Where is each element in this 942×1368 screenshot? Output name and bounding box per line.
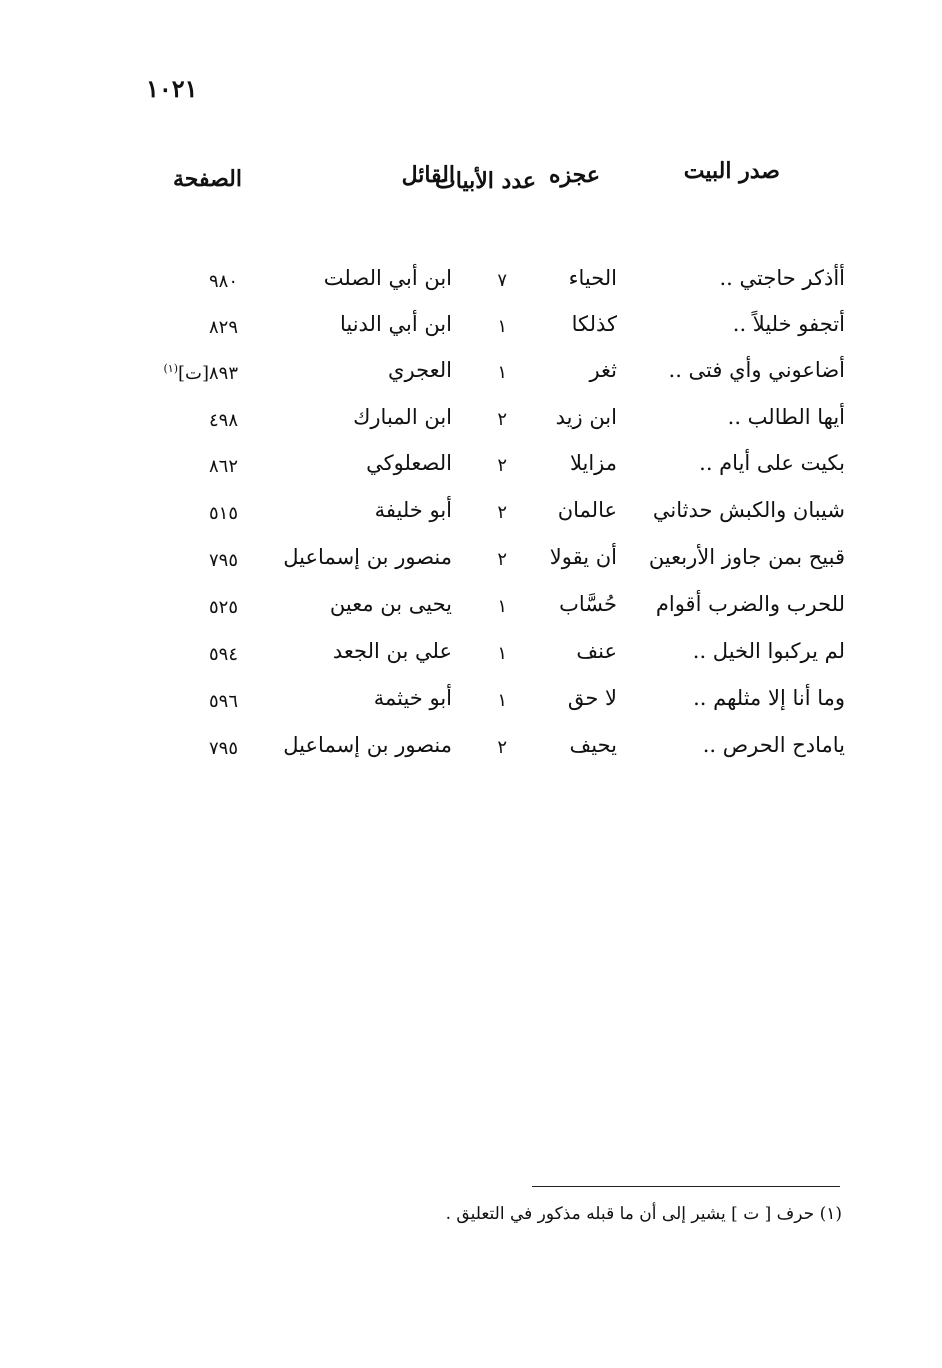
count-cell: ٢ (497, 455, 507, 476)
qail-cell: علي بن الجعد (332, 639, 452, 663)
qail-cell: ابن أبي الدنيا (339, 312, 452, 336)
page-cell: ٨٦٢ (208, 456, 238, 477)
table-row (0, 312, 942, 352)
table-row (0, 498, 942, 538)
qail-cell: العجري (388, 358, 452, 382)
ajuz-cell: ابن زيد (555, 405, 617, 429)
header-ajuz: عجزه (549, 162, 600, 188)
count-cell: ١ (497, 316, 507, 337)
sadr-cell: وما أنا إلا مثلهم .. (693, 686, 845, 710)
count-cell: ١ (497, 690, 507, 711)
footnote-divider (532, 1186, 840, 1187)
qail-cell: منصور بن إسماعيل (283, 545, 452, 569)
qail-cell: الصعلوكي (366, 451, 452, 475)
page-cell: ٤٩٨ (208, 410, 238, 431)
sadr-cell: للحرب والضرب أقوام (655, 592, 845, 616)
page-cell: ٧٩٥ (208, 550, 238, 571)
table-row (0, 639, 942, 679)
table-row (0, 451, 942, 491)
qail-cell: أبو خليفة (374, 498, 452, 522)
qail-cell: ابن أبي الصلت (323, 266, 452, 290)
sadr-cell: لم يركبوا الخيل .. (692, 639, 845, 663)
ajuz-cell: حُسَّاب (559, 592, 617, 616)
ajuz-cell: مزايلا (569, 451, 617, 475)
count-cell: ٢ (497, 549, 507, 570)
ajuz-cell: أن يقولا (549, 545, 617, 569)
qail-cell: أبو خيثمة (373, 686, 452, 710)
footnote-text: (١) حرف [ ت ] يشير إلى أن ما قبله مذكور في التعليق . (445, 1204, 842, 1224)
count-cell: ٧ (497, 270, 507, 291)
ajuz-cell: ثغر (589, 358, 617, 382)
table-row (0, 405, 942, 445)
page-cell: ٧٩٥ (208, 738, 238, 759)
header-count: عدد الأبيات (435, 168, 536, 194)
header-sadr: صدر البيت (683, 158, 780, 184)
sadr-cell: أضاعوني وأي فتى .. (668, 358, 845, 382)
page-cell: ٥١٥ (208, 503, 238, 524)
count-cell: ٢ (497, 737, 507, 758)
ajuz-cell: عالمان (557, 498, 617, 522)
page-number: ١٠٢١ (146, 74, 198, 103)
qail-cell: ابن المبارك (353, 405, 452, 429)
count-cell: ١ (497, 596, 507, 617)
ajuz-cell: الحياء (568, 266, 617, 290)
qail-cell: يحيى بن معين (329, 592, 452, 616)
count-cell: ٢ (497, 409, 507, 430)
sadr-cell: أتجفو خليلاً .. (732, 312, 845, 336)
table-row (0, 358, 942, 398)
page-cell: ٥٢٥ (208, 597, 238, 618)
page-cell: ٨٩٣[ت]$^{(١)}$ (163, 362, 238, 384)
sadr-cell: بكيت على أيام .. (699, 451, 845, 475)
table-row (0, 545, 942, 585)
ajuz-cell: عنف (576, 639, 617, 663)
page-cell: ٥٩٤ (208, 644, 238, 665)
header-page: الصفحة (172, 166, 242, 192)
sadr-cell: شيبان والكبش حدثاني (652, 498, 845, 522)
sadr-cell: قبيح بمن جاوز الأربعين (648, 545, 845, 569)
table-row (0, 733, 942, 773)
count-cell: ١ (497, 362, 507, 383)
ajuz-cell: يحيف (569, 733, 617, 757)
page-cell: ٩٨٠ (208, 271, 238, 292)
sadr-cell: يامادح الحرص .. (702, 733, 845, 757)
table-row (0, 592, 942, 632)
sadr-cell: أيها الطالب .. (727, 405, 845, 429)
qail-cell: منصور بن إسماعيل (283, 733, 452, 757)
ajuz-cell: كذلكا (571, 312, 617, 336)
sadr-cell: أأذكر حاجتي .. (719, 266, 845, 290)
page-cell: ٨٢٩ (208, 317, 238, 338)
table-row (0, 686, 942, 726)
count-cell: ٢ (497, 502, 507, 523)
footnote-marker: (١) (163, 362, 178, 375)
count-cell: ١ (497, 643, 507, 664)
ajuz-cell: لا حق (567, 686, 617, 710)
page-cell: ٥٩٦ (208, 691, 238, 712)
table-row (0, 266, 942, 306)
header-qail: القائل (401, 162, 455, 188)
